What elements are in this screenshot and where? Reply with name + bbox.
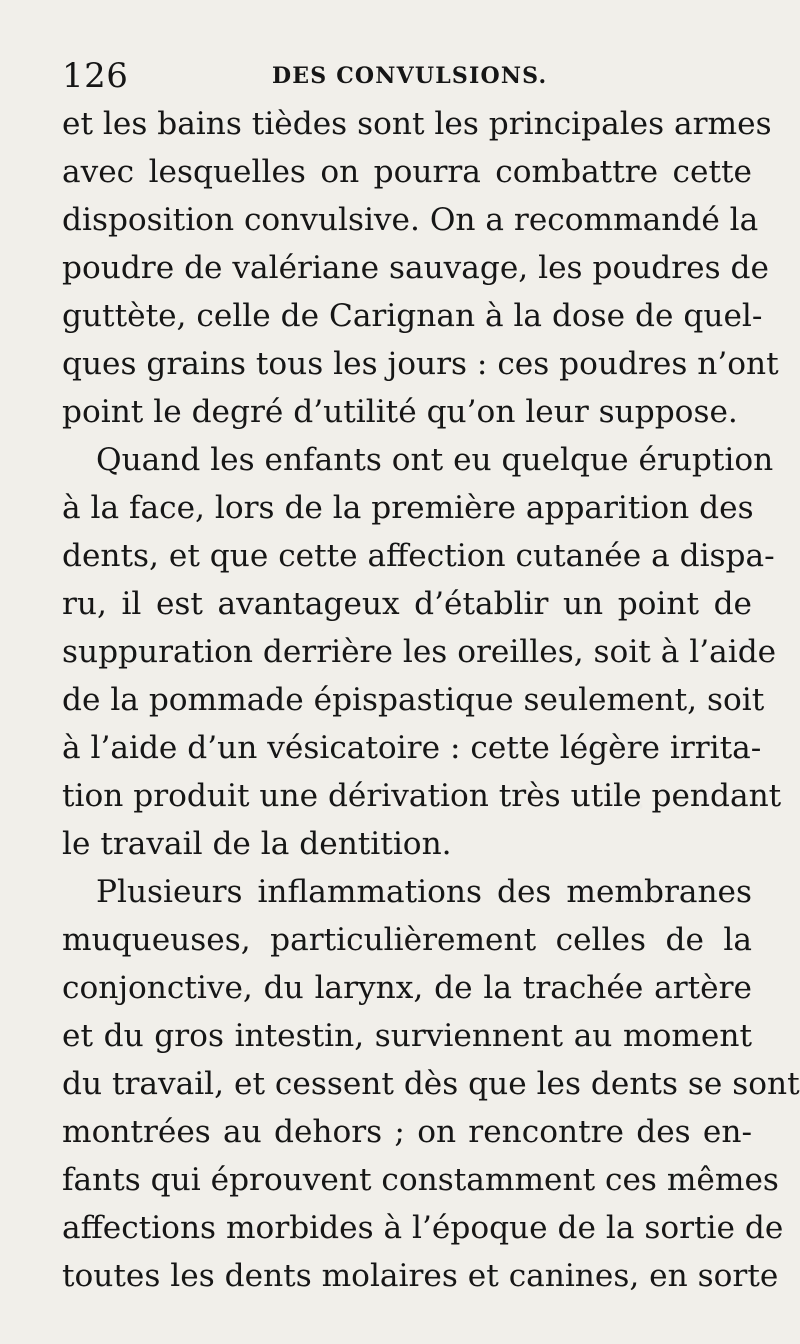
text-line: ru, il est avantageux d’établir un point de [62, 586, 752, 622]
page-number: 126 [62, 56, 129, 96]
page-body [62, 100, 800, 1300]
text-line: et les bains tièdes sont les principales armes [62, 106, 772, 142]
text-line: du travail, et cessent dès que les dents se sont [62, 1066, 800, 1102]
paragraph-2 [62, 436, 782, 868]
text-line: guttète, celle de Carignan à la dose de quel- [62, 298, 763, 334]
text-line: avec lesquelles on pourra combattre cette [62, 154, 752, 190]
text-line: montrées au dehors ; on rencontre des en- [62, 1114, 752, 1150]
text-line: Plusieurs inflammations des membranes [96, 874, 752, 910]
text-line: Quand les enfants ont eu quelque éruption [96, 442, 774, 478]
running-title: DES CONVULSIONS. [272, 63, 548, 89]
text-line: et du gros intestin, surviennent au moment [62, 1018, 752, 1054]
text-line: disposition convulsive. On a recommandé la [62, 202, 759, 238]
text-line: poudre de valériane sauvage, les poudres de [62, 250, 769, 286]
text-line: suppuration derrière les oreilles, soit à l’aide [62, 634, 777, 670]
text-line: à la face, lors de la première apparition des [62, 490, 754, 526]
text-line: tion produit une dérivation très utile pendant [62, 778, 782, 814]
text-line: fants qui éprouvent constamment ces mêmes [62, 1162, 779, 1198]
text-line: affections morbides à l’époque de la sortie de [62, 1210, 784, 1246]
text-line: de la pommade épispastique seulement, soit [62, 682, 765, 718]
text-line: point le degré d’utilité qu’on leur suppose. [62, 394, 738, 430]
text-line: ques grains tous les jours : ces poudres n’ont [62, 346, 779, 382]
paragraph-3 [62, 868, 800, 1300]
text-line: le travail de la dentition. [62, 826, 452, 862]
text-line: dents, et que cette affection cutanée a dispa- [62, 538, 775, 574]
text-line: muqueuses, particulièrement celles de la [62, 922, 752, 958]
text-line: toutes les dents molaires et canines, en sorte [62, 1258, 779, 1294]
text-line: à l’aide d’un vésicatoire : cette légère irrita- [62, 730, 762, 766]
paragraph-1 [62, 100, 779, 436]
text-line: conjonctive, du larynx, de la trachée artère [62, 970, 752, 1006]
page-header [62, 52, 754, 100]
